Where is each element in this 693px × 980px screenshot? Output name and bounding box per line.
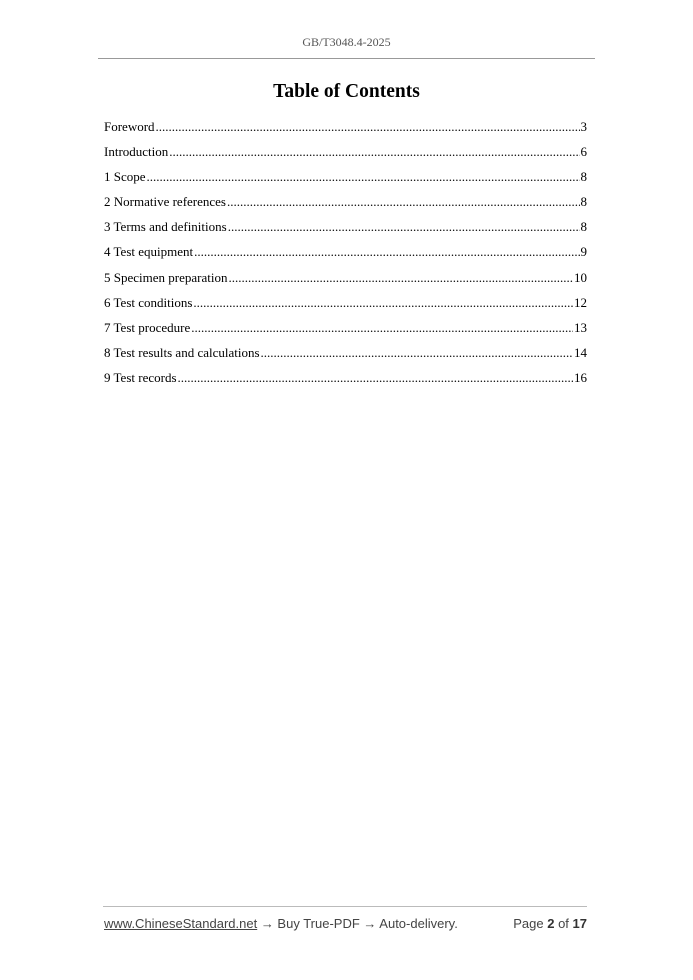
toc-dot-leader — [228, 217, 580, 237]
toc-entry-label: Introduction — [104, 144, 169, 160]
toc-entry-page: 8 — [580, 169, 587, 185]
toc-entry-specimen-preparation[interactable] — [104, 268, 587, 293]
current-page-number: 2 — [547, 916, 555, 931]
toc-entry-label: 9 Test records — [104, 369, 177, 385]
toc-dot-leader — [156, 117, 580, 137]
toc-entry-foreword[interactable] — [104, 117, 587, 142]
toc-entry-test-results-and-calculations[interactable] — [104, 343, 587, 368]
toc-entry-terms-and-definitions[interactable] — [104, 217, 587, 242]
toc-entry-scope[interactable] — [104, 167, 587, 192]
toc-dot-leader — [193, 293, 573, 313]
toc-entry-page: 8 — [580, 194, 587, 210]
toc-dot-leader — [261, 343, 573, 363]
of-word: of — [558, 916, 569, 931]
toc-entry-test-conditions[interactable] — [104, 293, 587, 318]
page-footer — [104, 916, 587, 931]
toc-entry-page: 10 — [574, 269, 587, 285]
site-link[interactable]: www.ChineseStandard.net — [104, 916, 258, 931]
toc-entry-label: 3 Terms and definitions — [104, 219, 227, 235]
toc-title: Table of Contents — [273, 81, 420, 102]
toc-dot-leader — [194, 242, 579, 262]
toc-dot-leader — [147, 167, 580, 187]
toc-entry-normative-references[interactable] — [104, 192, 587, 217]
toc-entry-page: 9 — [580, 244, 587, 260]
toc-dot-leader — [227, 192, 580, 212]
toc-entry-page: 12 — [574, 294, 587, 310]
toc-entry-label: 8 Test results and calculations — [104, 344, 260, 360]
toc-entry-label: 6 Test conditions — [104, 294, 193, 310]
toc-entry-test-equipment[interactable] — [104, 242, 587, 267]
toc-dot-leader — [169, 142, 579, 162]
toc-entry-label: Foreword — [104, 119, 155, 134]
page-word: Page — [513, 916, 544, 931]
footer-promo — [104, 916, 458, 931]
toc-dot-leader — [228, 268, 573, 288]
toc-dot-leader — [178, 368, 574, 388]
toc-entry-label: 7 Test procedure — [104, 319, 191, 335]
toc-entry-test-records[interactable] — [104, 368, 587, 393]
toc-entry-label: 5 Specimen preparation — [104, 269, 228, 285]
toc-entry-label: 1 Scope — [104, 169, 146, 185]
toc-entry-label: 2 Normative references — [104, 194, 226, 210]
toc-entry-label: 4 Test equipment — [104, 244, 194, 260]
toc-entry-page: 13 — [574, 319, 587, 335]
header-divider — [98, 58, 595, 59]
toc-list — [104, 117, 587, 393]
toc-entry-page: 6 — [580, 144, 587, 160]
footer-divider — [103, 906, 587, 907]
toc-entry-page: 14 — [574, 344, 587, 360]
toc-entry-introduction[interactable] — [104, 142, 587, 167]
header-standard-number: GB/T3048.4-2025 — [302, 35, 391, 49]
toc-entry-test-procedure[interactable] — [104, 318, 587, 343]
toc-entry-page: 16 — [574, 369, 587, 385]
page-indicator — [513, 916, 587, 931]
promo-text: → Buy True-PDF → Auto-delivery. — [257, 916, 458, 931]
toc-dot-leader — [191, 318, 573, 338]
toc-entry-page: 3 — [580, 119, 587, 134]
toc-entry-page: 8 — [580, 219, 587, 235]
total-pages-number: 17 — [572, 916, 587, 931]
